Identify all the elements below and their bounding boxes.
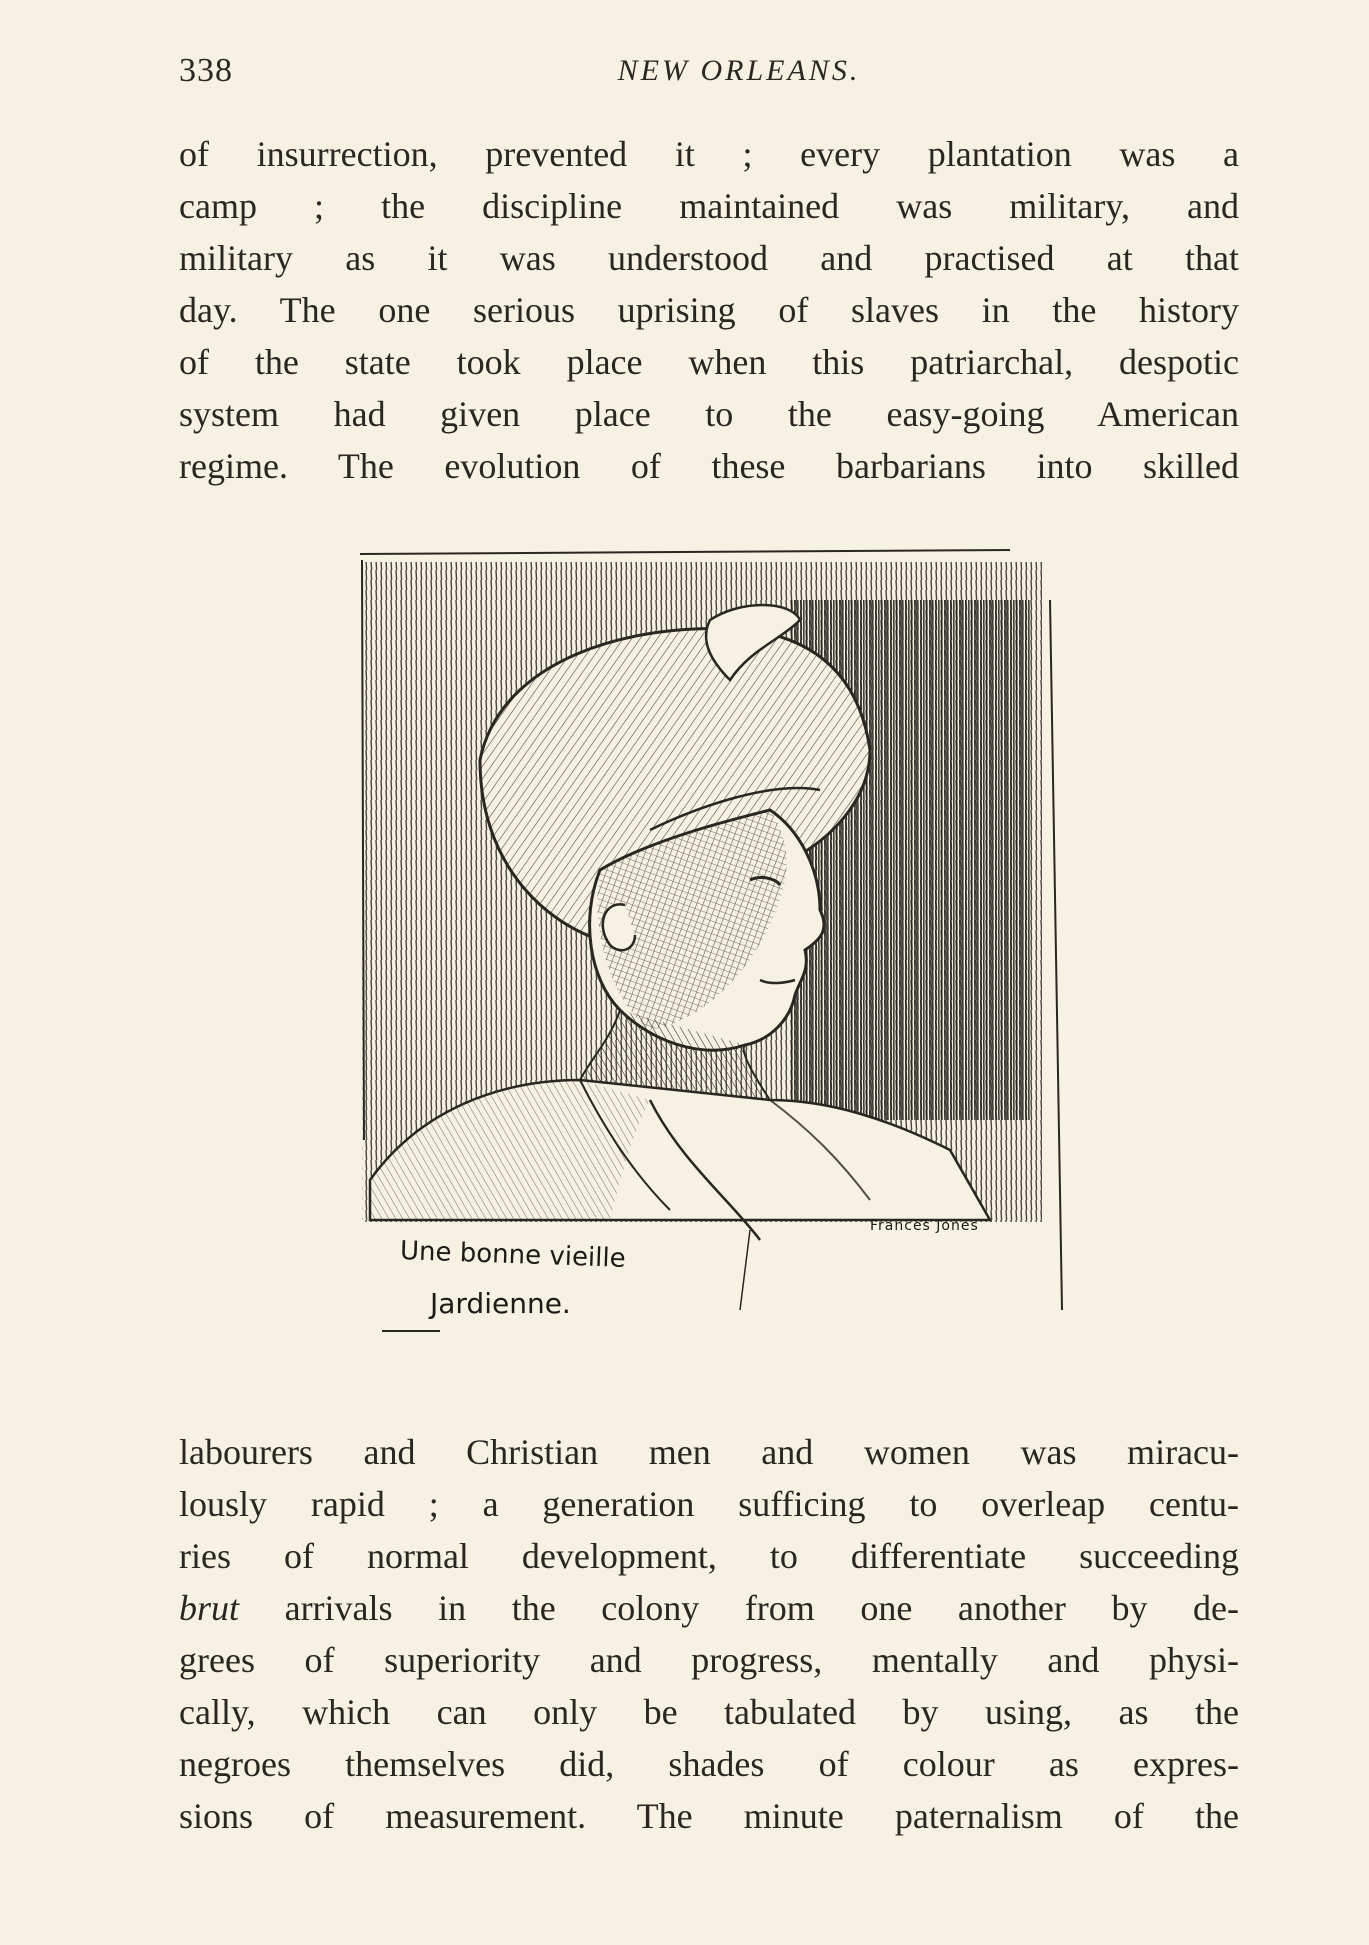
paragraph-bottom (179, 1426, 1239, 1842)
text-line: day. The one serious uprising of slaves in the history (179, 290, 1239, 330)
text-line: regime. The evolution of these barbarians into skilled (179, 446, 1239, 486)
text-line: ries of normal development, to differentiate succeeding (179, 1536, 1239, 1576)
running-head: NEW ORLEANS. (617, 54, 861, 87)
paragraph-top (179, 128, 1239, 492)
italic-word: brut (179, 1588, 240, 1628)
text-line: brut arrivals in the colony from one another by de- (179, 1588, 1239, 1628)
text-line: of insurrection, prevented it ; every plantation was a (179, 134, 1239, 174)
text-line: camp ; the discipline maintained was military, and (179, 186, 1239, 226)
page-header (179, 52, 1239, 96)
page-number: 338 (179, 52, 233, 89)
artist-signature: Frances Jones (870, 1218, 979, 1234)
text-line: negroes themselves did, shades of colour as expres- (179, 1744, 1239, 1784)
illustration-caption-2: Jardienne. (430, 1287, 571, 1320)
text-line: grees of superiority and progress, mentally and physi- (179, 1640, 1239, 1680)
illustration-caption-1: Une bonne vieille (399, 1236, 627, 1274)
text-line: military as it was understood and practised at that (179, 238, 1239, 278)
text-line: sions of measurement. The minute paternalism of the (179, 1796, 1239, 1836)
text-line: labourers and Christian men and women was miracu- (179, 1432, 1239, 1472)
text-line: cally, which can only be tabulated by using, as the (179, 1692, 1239, 1732)
text-line: lously rapid ; a generation sufficing to overleap centu- (179, 1484, 1239, 1524)
text-line: system had given place to the easy-going American (179, 394, 1239, 434)
text-line: of the state took place when this patriarchal, despotic (179, 342, 1239, 382)
caption-underline (382, 1330, 440, 1332)
